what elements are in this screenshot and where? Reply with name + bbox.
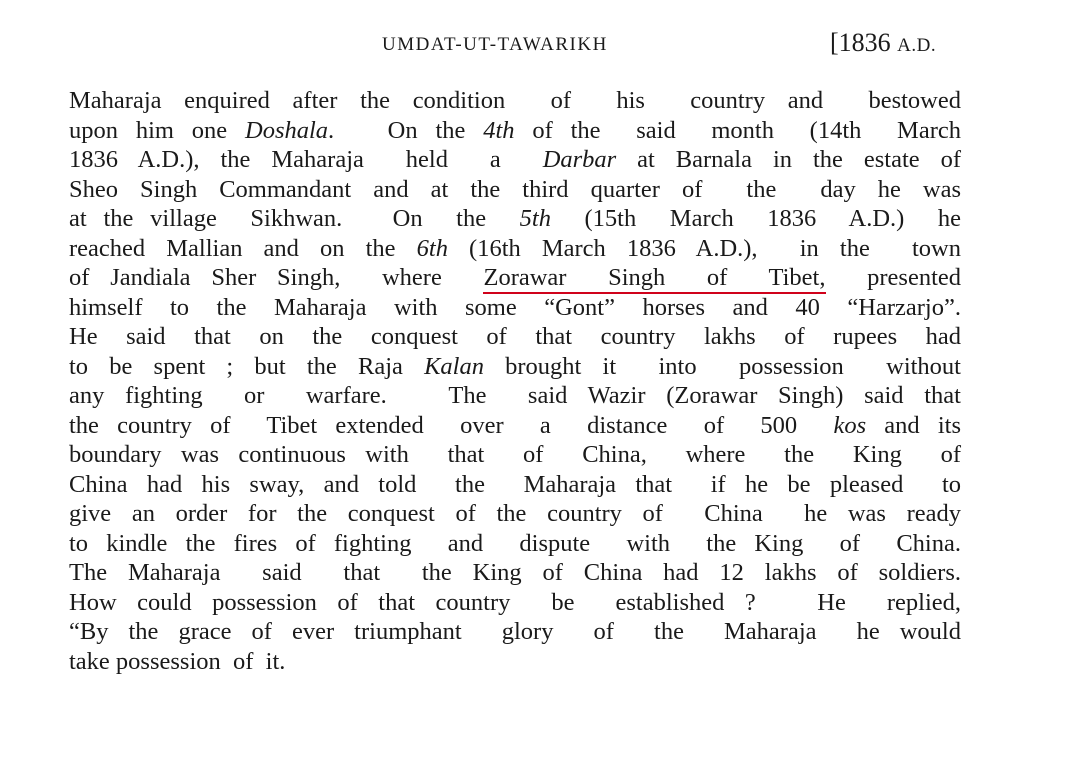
text-line xyxy=(69,175,961,205)
text-run: take possession of it. xyxy=(69,647,286,675)
text-run: presented xyxy=(825,264,962,291)
text-line xyxy=(69,234,961,264)
text-run: at Barnala in the estate of xyxy=(616,146,961,173)
italic-term: 6th xyxy=(416,234,448,262)
text-run: give an order for the conquest of the country of China he was ready xyxy=(69,500,961,527)
text-run: brought it into possession without xyxy=(483,352,961,380)
text-line xyxy=(69,617,961,647)
text-run: China had his sway, and told the Maharaja that if he be pleased to xyxy=(69,470,961,498)
italic-term: Darbar xyxy=(542,146,617,173)
text-run: to kindle the fires of fighting and dispute with the King of China. xyxy=(69,529,961,557)
running-date xyxy=(830,28,936,58)
text-run: Maharaja enquired after the condition of his country and bestowed xyxy=(69,87,961,114)
text-line xyxy=(69,322,961,352)
text-run: any fighting or warfare. The said Wazir (Zorawar Singh) said that xyxy=(69,382,961,409)
running-date-era: A.D. xyxy=(897,35,937,56)
text-line xyxy=(69,352,961,382)
italic-term: kos xyxy=(833,411,867,439)
italic-term: Kalan xyxy=(424,352,484,380)
text-line xyxy=(69,529,961,559)
text-run: . On the xyxy=(328,116,484,144)
text-line xyxy=(69,204,961,234)
text-line xyxy=(69,263,961,293)
italic-term: 4th xyxy=(483,116,515,144)
text-line xyxy=(69,145,961,175)
text-run: to be spent ; but the Raja xyxy=(69,352,425,380)
text-line xyxy=(69,440,961,470)
running-date-year: [1836 xyxy=(830,28,891,57)
text-run: 1836 A.D.), the Maharaja held a xyxy=(69,146,543,173)
italic-term: Doshala xyxy=(245,116,329,144)
text-run: upon him one xyxy=(69,116,245,144)
text-line xyxy=(69,588,961,618)
text-run: of Jandiala Sher Singh, where xyxy=(69,264,484,291)
text-run: himself to the Maharaja with some “Gont” horses and 40 “Harzarjo”. xyxy=(69,293,961,321)
text-line xyxy=(69,381,961,411)
text-line xyxy=(69,86,961,116)
body-paragraph xyxy=(69,86,961,676)
text-line xyxy=(69,647,961,677)
text-run: (16th March 1836 A.D.), in the town xyxy=(447,234,962,262)
text-run: How could possession of that country be established ? He replied, xyxy=(69,588,961,616)
text-line xyxy=(69,499,961,529)
italic-term: 5th xyxy=(519,205,551,232)
text-run: Sheo Singh Commandant and at the third quarter of the day he was xyxy=(69,175,961,203)
text-line xyxy=(69,116,961,146)
text-line xyxy=(69,411,961,441)
text-run: boundary was continuous with that of China, where the King of xyxy=(69,441,961,468)
text-run: He said that on the conquest of that country lakhs of rupees had xyxy=(69,323,961,350)
running-header xyxy=(0,28,1088,62)
text-run: at the village Sikhwan. On the xyxy=(69,205,520,232)
text-run: and its xyxy=(866,411,961,439)
text-line xyxy=(69,558,961,588)
text-run: (15th March 1836 A.D.) he xyxy=(550,205,961,232)
running-title: UMDAT-UT-TAWARIKH xyxy=(382,34,608,55)
text-run: the country of Tibet extended over a distance of 500 xyxy=(69,411,834,439)
text-run: of the said month (14th March xyxy=(514,116,961,144)
text-run: The Maharaja said that the King of China had 12 lakhs of soldiers. xyxy=(69,559,961,586)
text-run: “By the grace of ever triumphant glory of the Maharaja he would xyxy=(69,618,961,645)
text-run: reached Mallian and on the xyxy=(69,234,417,262)
underlined-phrase: Zorawar Singh of Tibet, xyxy=(483,264,825,294)
text-line xyxy=(69,470,961,500)
text-line xyxy=(69,293,961,323)
